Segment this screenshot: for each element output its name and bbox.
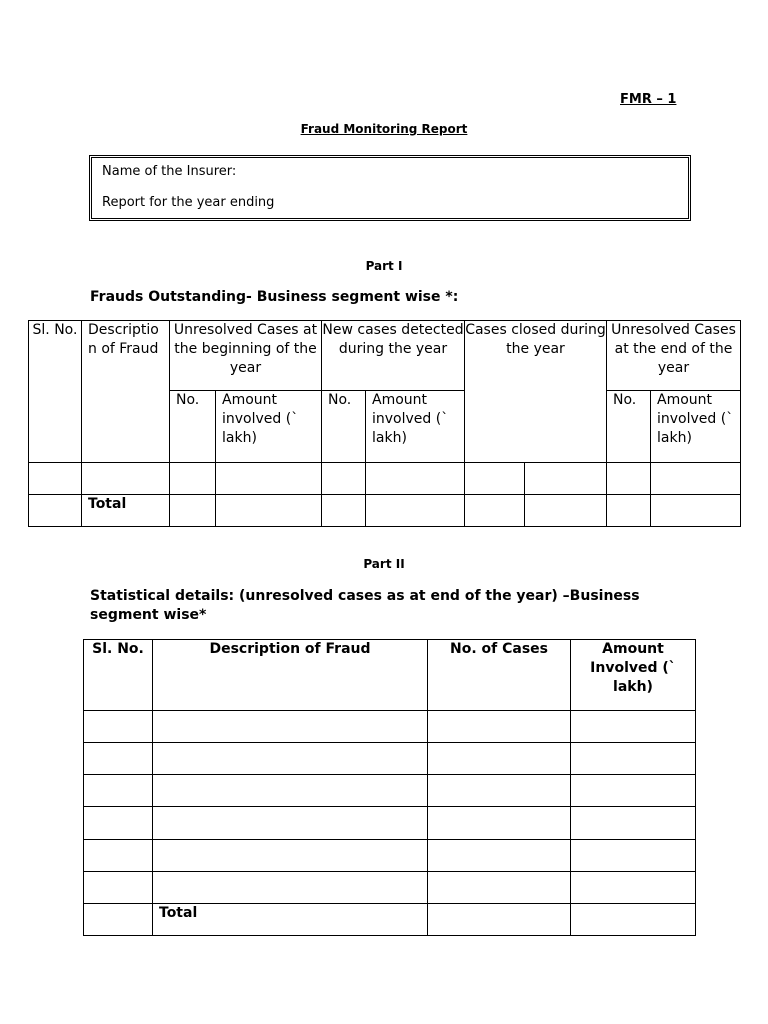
table-row [84,807,696,840]
table-cell[interactable] [84,807,153,840]
table-cell[interactable] [84,711,153,743]
part-1-label: Part I [365,259,403,273]
table-cell[interactable] [428,711,571,743]
part-1-section-title: Frauds Outstanding- Business segment wise *: [90,289,459,305]
header-description: Description of Fraud [153,640,428,711]
total-row [84,904,696,936]
table-cell[interactable] [607,495,651,527]
table-cell[interactable] [153,743,428,775]
part-2-section-title: Statistical details: (unresolved cases as at end of the year) –Business segment wise* [90,588,640,623]
table-row [84,743,696,775]
table-cell[interactable] [571,840,696,872]
total-label: Total [153,904,428,936]
table-cell[interactable] [428,807,571,840]
header-new-cases: New cases detected during the year [322,321,465,391]
subheader-no: No. [322,391,366,463]
subheader-no: No. [607,391,651,463]
table-cell[interactable] [571,775,696,807]
table-cell[interactable] [428,872,571,904]
table-cell[interactable] [84,775,153,807]
table-cell [29,495,82,527]
table-cell[interactable] [428,743,571,775]
table-cell[interactable] [571,904,696,936]
table-cell[interactable] [465,495,525,527]
table-row [84,775,696,807]
table-cell[interactable] [571,807,696,840]
table-cell[interactable] [216,495,322,527]
frauds-outstanding-table [28,320,741,527]
table-cell[interactable] [428,775,571,807]
header-unresolved-begin: Unresolved Cases at the beginning of the year [170,321,322,391]
subheader-amount: Amount involved (` lakh) [366,391,465,463]
table-row [84,711,696,743]
table-row [29,463,741,495]
report-year-label: Report for the year ending [102,195,275,210]
header-description: Descriptio n of Fraud [82,321,170,463]
table-cell[interactable] [366,495,465,527]
subheader-amount: Amount involved (` lakh) [651,391,741,463]
insurer-name-label: Name of the Insurer: [102,164,237,179]
header-sl-no: Sl. No. [84,640,153,711]
table-cell[interactable] [170,495,216,527]
header-cases-closed: Cases closed during the year [465,321,607,463]
table-cell[interactable] [153,711,428,743]
table-cell[interactable] [571,743,696,775]
table-row [84,872,696,904]
table-cell[interactable] [651,495,741,527]
table-cell[interactable] [84,743,153,775]
table-cell[interactable] [84,840,153,872]
table-cell[interactable] [366,463,465,495]
table-cell[interactable] [651,463,741,495]
header-amount: Amount Involved (` lakh) [571,640,696,711]
subheader-no: No. [170,391,216,463]
total-label: Total [82,495,170,527]
form-code: FMR – 1 [620,92,677,107]
table-cell[interactable] [153,775,428,807]
table-cell[interactable] [216,463,322,495]
table-cell[interactable] [82,463,170,495]
table-cell[interactable] [322,463,366,495]
table-cell[interactable] [465,463,525,495]
table-cell[interactable] [525,495,607,527]
report-title: Fraud Monitoring Report [300,122,468,136]
table-cell[interactable] [571,872,696,904]
table-cell[interactable] [607,463,651,495]
header-unresolved-end: Unresolved Cases at the end of the year [607,321,741,391]
table-cell[interactable] [153,872,428,904]
header-no-cases: No. of Cases [428,640,571,711]
total-row [29,495,741,527]
part-2-label: Part II [363,557,405,571]
table-cell [84,904,153,936]
table-row [84,840,696,872]
table-cell[interactable] [153,840,428,872]
table-cell[interactable] [525,463,607,495]
insurer-info-box [89,155,691,221]
table-cell[interactable] [428,840,571,872]
table-cell[interactable] [170,463,216,495]
table-cell[interactable] [571,711,696,743]
table-cell[interactable] [153,807,428,840]
table-cell[interactable] [29,463,82,495]
table-cell[interactable] [428,904,571,936]
table-cell[interactable] [322,495,366,527]
statistical-details-table [83,639,696,936]
table-cell[interactable] [84,872,153,904]
subheader-amount: Amount involved (` lakh) [216,391,322,463]
header-sl-no: Sl. No. [29,321,82,463]
